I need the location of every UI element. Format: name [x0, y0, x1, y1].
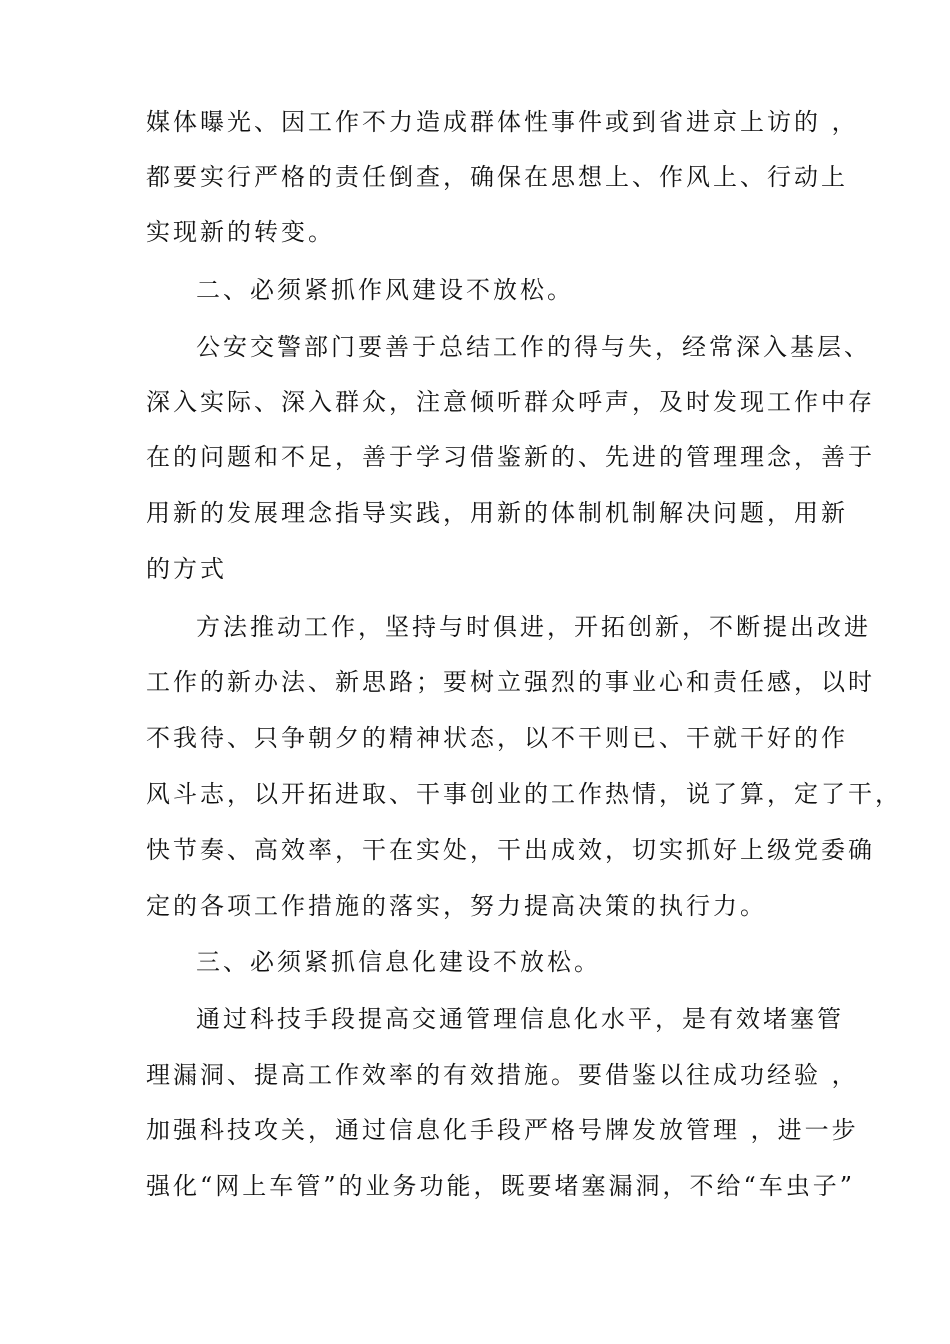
- text-line: 不我待、只争朝夕的精神状态，以不干则已、干就干好的作: [146, 724, 848, 752]
- text-line: 用新的发展理念指导实践，用新的体制机制解决问题，用新: [146, 499, 848, 527]
- text-line: 都要实行严格的责任倒查，确保在思想上、作风上、行动上: [146, 163, 848, 191]
- text-line: 理漏洞、提高工作效率的有效措施。要借鉴以往成功经验 ，: [146, 1061, 859, 1089]
- text-line: 深入实际、深入群众，注意倾听群众呼声，及时发现工作中存: [146, 388, 875, 416]
- text-line: 公安交警部门要善于总结工作的得与失，经常深入基层、: [196, 333, 871, 361]
- section-heading: 二、必须紧抓作风建设不放松。: [196, 276, 574, 304]
- text-line: 媒体曝光、因工作不力造成群体性事件或到省进京上访的 ，: [146, 108, 859, 136]
- text-line: 在的问题和不足，善于学习借鉴新的、先进的管理理念，善于: [146, 443, 875, 471]
- text-line: 加强科技攻关，通过信息化手段严格号牌发放管理 ，进一步: [146, 1116, 859, 1144]
- text-line: 快节奏、高效率，干在实处，干出成效，切实抓好上级党委确: [146, 836, 875, 864]
- text-line: 通过科技手段提高交通管理信息化水平，是有效堵塞管: [196, 1005, 844, 1033]
- text-line: 实现新的转变。: [146, 218, 335, 246]
- text-line: 定的各项工作措施的落实，努力提高决策的执行力。: [146, 892, 767, 920]
- text-line: 风斗志，以开拓进取、干事创业的工作热情，说了算，定了干，: [146, 780, 902, 808]
- text-line: 方法推动工作，坚持与时俱进，开拓创新，不断提出改进: [196, 613, 871, 641]
- text-line: 强化“网上车管”的业务功能，既要堵塞漏洞，不给“车虫子”: [146, 1172, 856, 1200]
- text-line: 工作的新办法、新思路；要树立强烈的事业心和责任感，以时: [146, 668, 875, 696]
- text-line: 的方式: [146, 555, 227, 583]
- section-heading: 三、必须紧抓信息化建设不放松。: [196, 948, 601, 976]
